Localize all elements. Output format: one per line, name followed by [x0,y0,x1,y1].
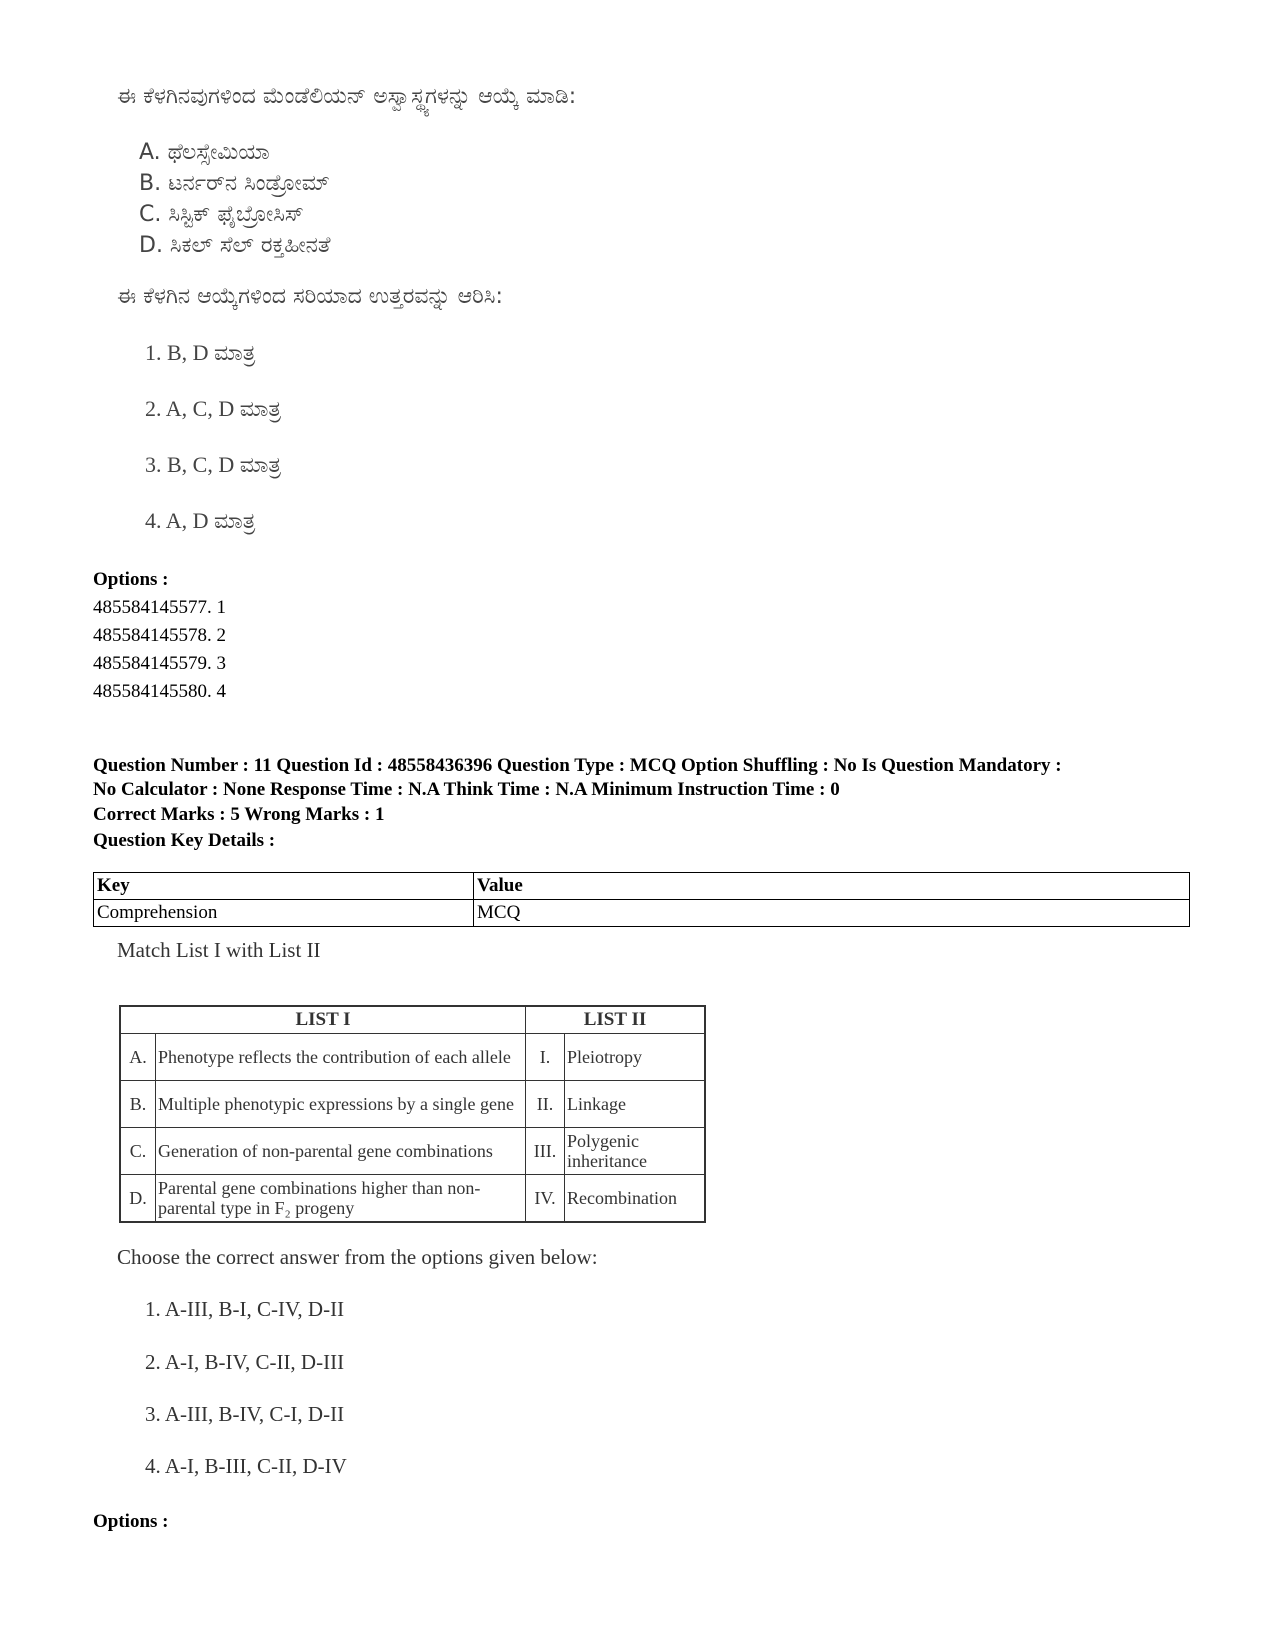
list2-numeral: II. [526,1081,565,1128]
q11-answer-4: 4. A-I, B-III, C-II, D-IV [145,1454,347,1478]
list2-numeral: III. [526,1128,565,1175]
list1-header: LIST I [120,1006,526,1034]
q10-item-d: D. ಸಿಕಲ್ ಸೆಲ್ ರಕ್ತಹೀನತೆ [139,233,331,258]
list1-letter: D. [120,1175,156,1222]
q10-stem: ಈ ಕೆಳಗಿನವುಗಳಿಂದ ಮೆಂಡೆಲಿಯನ್ ಅಸ್ವಾಸ್ಥ್ಯಗಳನ್ನು ಆಯ್ಕೆ ಮಾಡಿ: [117,84,577,109]
list1-letter: B. [120,1081,156,1128]
match-list-header-row [120,1006,705,1034]
match-list-table [119,1005,706,1223]
q10-item-a: A. ಥೆಲಸ್ಸೇಮಿಯಾ [139,140,270,165]
list2-text: Pleiotropy [565,1034,706,1081]
q11-stem: Match List I with List II [117,938,321,962]
q10-item-c: C. ಸಿಸ್ಟಿಕ್ ಫೈಬ್ರೋಸಿಸ್ [139,202,304,227]
q11-key-table [93,872,1190,927]
list2-text: Polygenic inheritance [565,1128,706,1175]
q10-answer-3: 3. B, C, D ಮಾತ್ರ [145,452,282,477]
q10-option-1: 485584145577. 1 [93,597,226,618]
list1-text: Parental gene combinations higher than non-parental type in F₂ progeny [156,1175,526,1222]
q11-answer-1: 1. A-III, B-I, C-IV, D-II [145,1297,345,1321]
table-row [94,900,1190,927]
list1-text: Phenotype reflects the contribution of each allele [156,1034,526,1081]
table-row [120,1128,705,1175]
q11-meta-line1: Question Number : 11 Question Id : 48558436396 Question Type : MCQ Option Shuffling : No Is Question Mandatory : [93,755,1062,776]
key-table-header-value: Value [474,873,1190,900]
list2-numeral: I. [526,1034,565,1081]
list1-text: Generation of non-parental gene combinations [156,1128,526,1175]
list1-letter: A. [120,1034,156,1081]
q11-answer-3: 3. A-III, B-IV, C-I, D-II [145,1402,345,1426]
q11-meta-line2: No Calculator : None Response Time : N.A Think Time : N.A Minimum Instruction Time : 0 [93,779,840,800]
q10-option-3: 485584145579. 3 [93,653,226,674]
key-table-header-row [94,873,1190,900]
q10-option-4: 485584145580. 4 [93,681,226,702]
list2-header: LIST II [526,1006,706,1034]
table-row [120,1034,705,1081]
q10-options-label: Options : [93,569,169,590]
key-table-cell-key: Comprehension [94,900,474,927]
q11-key-details-label: Question Key Details : [93,830,276,851]
q11-instruction: Choose the correct answer from the options given below: [117,1245,598,1269]
q10-answer-2: 2. A, C, D ಮಾತ್ರ [145,396,282,421]
list1-letter: C. [120,1128,156,1175]
list2-numeral: IV. [526,1175,565,1222]
q10-answer-4: 4. A, D ಮಾತ್ರ [145,508,256,533]
q10-option-2: 485584145578. 2 [93,625,226,646]
table-row [120,1175,705,1222]
q11-meta [93,754,1203,802]
q11-options-label: Options : [93,1511,169,1532]
q11-marks: Correct Marks : 5 Wrong Marks : 1 [93,804,385,825]
key-table-header-key: Key [94,873,474,900]
q10-item-b: B. ಟರ್ನರ್‌ನ ಸಿಂಡ್ರೋಮ್ [139,171,330,196]
q10-items [139,137,330,261]
list2-text: Linkage [565,1081,706,1128]
list1-text: Multiple phenotypic expressions by a single gene [156,1081,526,1128]
q10-instruction: ಈ ಕೆಳಗಿನ ಆಯ್ಕೆಗಳಿಂದ ಸರಿಯಾದ ಉತ್ತರವನ್ನು ಆರಿಸಿ: [117,284,503,309]
q11-answer-2: 2. A-I, B-IV, C-II, D-III [145,1350,345,1374]
key-table-cell-value: MCQ [474,900,1190,927]
q10-options [93,594,226,706]
q10-answer-1: 1. B, D ಮಾತ್ರ [145,340,256,365]
table-row [120,1081,705,1128]
list2-text: Recombination [565,1175,706,1222]
